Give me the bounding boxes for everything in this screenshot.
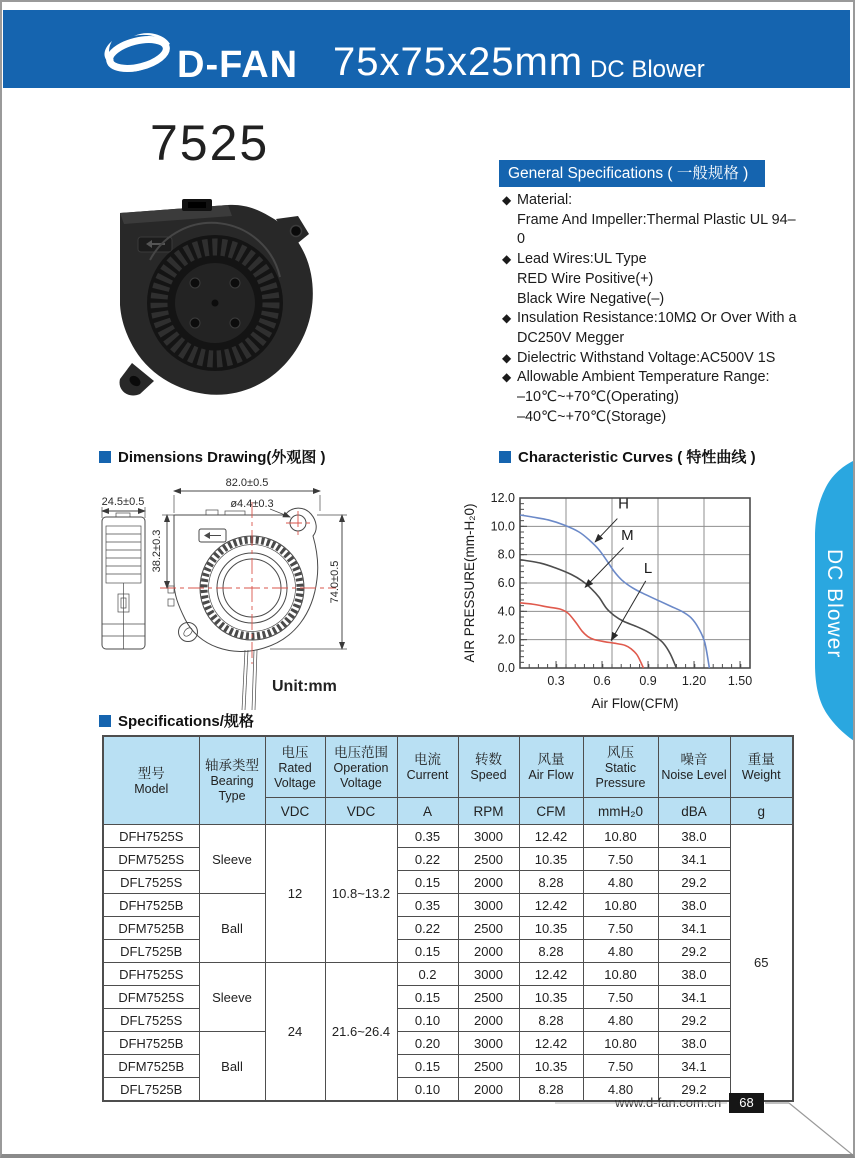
value-cell: 8.28: [519, 1009, 583, 1032]
side-tab: [797, 452, 855, 752]
brand-logo-icon: [100, 30, 174, 78]
value-cell: 2000: [458, 1078, 519, 1102]
value-cell: 4.80: [583, 1078, 658, 1102]
value-cell: 2500: [458, 848, 519, 871]
svg-text:0.9: 0.9: [639, 674, 657, 688]
value-cell: 8.28: [519, 871, 583, 894]
spec-text: –10℃~+70℃(Operating): [517, 389, 679, 406]
general-specs-list: [502, 191, 797, 427]
col-header-rated-voltage: 电压 Rated Voltage: [265, 736, 325, 798]
spec-line: [502, 309, 797, 329]
spec-text: DC250V Megger: [517, 329, 625, 346]
value-cell: 12.42: [519, 825, 583, 848]
value-cell: 10.80: [583, 1032, 658, 1055]
value-cell: 0.15: [397, 871, 458, 894]
value-cell: 8.28: [519, 1078, 583, 1102]
bullet-diamond-icon: [502, 329, 517, 349]
header-bar: [3, 10, 850, 88]
spec-line: [502, 408, 797, 428]
value-cell: 3000: [458, 1032, 519, 1055]
model-cell: DFL7525B: [103, 1078, 199, 1102]
value-cell: 2500: [458, 917, 519, 940]
dimensions-drawing: [87, 442, 457, 712]
spec-line: [502, 388, 797, 408]
table-row: [103, 825, 793, 848]
general-specs-title-bar: General Specifications ( 一般规格 ): [499, 160, 765, 187]
value-cell: 12.42: [519, 894, 583, 917]
value-cell: 38.0: [658, 894, 730, 917]
value-cell: 10.35: [519, 917, 583, 940]
curves-section-title: Characteristic Curves ( 特性曲线 ): [499, 446, 756, 467]
col-header-bearing: 轴承类型 Bearing Type: [199, 736, 265, 825]
value-cell: 0.15: [397, 940, 458, 963]
unit-cell: g: [730, 798, 793, 825]
svg-text:1.20: 1.20: [681, 674, 707, 688]
corner-line: [555, 1092, 855, 1158]
bullet-diamond-icon: ◆: [502, 193, 512, 207]
table-row: [103, 894, 793, 917]
value-cell: 0.20: [397, 1032, 458, 1055]
value-cell: 2500: [458, 1055, 519, 1078]
unit-cell: CFM: [519, 798, 583, 825]
bullet-diamond-icon: [502, 211, 517, 250]
dimensions-section-title: Dimensions Drawing(外观图 ): [99, 446, 326, 467]
bullet-diamond-icon: ◆: [502, 311, 512, 326]
model-cell: DFM7525S: [103, 986, 199, 1009]
rated-voltage-cell: 12: [265, 825, 325, 963]
spec-line: [502, 349, 797, 369]
col-header-airflow: 风量 Air Flow: [519, 736, 583, 798]
bearing-cell: Ball: [199, 1032, 265, 1102]
bullet-diamond-icon: ◆: [502, 252, 512, 267]
bullet-diamond-icon: [502, 388, 517, 408]
footer-page-number: 68: [729, 1093, 764, 1113]
svg-text:Air Flow(CFM): Air Flow(CFM): [591, 696, 679, 711]
unit-label: Unit:mm: [272, 678, 337, 695]
value-cell: 0.15: [397, 1055, 458, 1078]
value-cell: 0.2: [397, 963, 458, 986]
model-cell: DFH7525B: [103, 894, 199, 917]
table-row: [103, 963, 793, 986]
value-cell: 2500: [458, 986, 519, 1009]
table-row: [103, 1032, 793, 1055]
col-header-weight: 重量 Weight: [730, 736, 793, 798]
value-cell: 38.0: [658, 1032, 730, 1055]
footer-website: www.d-fan.com.cn: [615, 1095, 722, 1110]
spec-line: [502, 290, 797, 310]
product-type-label: DC Blower: [590, 56, 705, 83]
spec-text: RED Wire Positive(+): [517, 270, 654, 287]
svg-text:1.50: 1.50: [727, 674, 753, 688]
svg-text:10.0: 10.0: [490, 519, 515, 534]
unit-cell: VDC: [265, 798, 325, 825]
mounting-ear-hole: [291, 226, 302, 237]
value-cell: 4.80: [583, 1009, 658, 1032]
value-cell: 10.35: [519, 1055, 583, 1078]
value-cell: 34.1: [658, 917, 730, 940]
svg-text:8.0: 8.0: [497, 547, 515, 562]
value-cell: 29.2: [658, 1078, 730, 1102]
bullet-diamond-icon: ◆: [502, 350, 512, 365]
hole-dimension-label: ø4.4±0.3: [230, 498, 274, 510]
unit-cell: VDC: [325, 798, 397, 825]
product-size-title: 75x75x25mm: [333, 40, 584, 84]
value-cell: 7.50: [583, 986, 658, 1009]
value-cell: 3000: [458, 825, 519, 848]
svg-text:2.0: 2.0: [497, 632, 515, 647]
value-cell: 0.22: [397, 848, 458, 871]
value-cell: 10.80: [583, 894, 658, 917]
model-cell: DFM7525B: [103, 1055, 199, 1078]
value-cell: 10.80: [583, 825, 658, 848]
spec-text: Allowable Ambient Temperature Range:: [517, 369, 770, 386]
value-cell: 12.42: [519, 1032, 583, 1055]
col-header-current: 电流 Current: [397, 736, 458, 798]
side-view-drawing: [102, 496, 145, 649]
value-cell: 34.1: [658, 848, 730, 871]
svg-text:M: M: [621, 526, 634, 544]
value-cell: 2000: [458, 940, 519, 963]
depth-dimension-label: 24.5±0.5: [101, 496, 145, 508]
operation-voltage-cell: 10.8~13.2: [325, 825, 397, 963]
bearing-cell: Ball: [199, 894, 265, 963]
value-cell: 12.42: [519, 963, 583, 986]
front-view-drawing: [151, 477, 347, 710]
spec-line: [502, 191, 797, 211]
col-header-pressure: 风压 Static Pressure: [583, 736, 658, 798]
weight-cell: 65: [730, 825, 793, 1102]
value-cell: 7.50: [583, 1055, 658, 1078]
value-cell: 0.35: [397, 825, 458, 848]
unit-cell: A: [397, 798, 458, 825]
spec-line: [502, 211, 797, 250]
table-header-row: [103, 736, 793, 798]
value-cell: 0.10: [397, 1009, 458, 1032]
spec-line: [502, 329, 797, 349]
curve-H: [520, 515, 709, 668]
value-cell: 34.1: [658, 1055, 730, 1078]
spec-text: Black Wire Negative(–): [517, 290, 665, 307]
spec-line: [502, 250, 797, 270]
model-cell: DFM7525S: [103, 848, 199, 871]
spec-line: [502, 270, 797, 290]
model-cell: DFL7525S: [103, 871, 199, 894]
unit-cell: dBA: [658, 798, 730, 825]
value-cell: 8.28: [519, 940, 583, 963]
value-cell: 4.80: [583, 871, 658, 894]
value-cell: 34.1: [658, 986, 730, 1009]
model-cell: DFH7525S: [103, 963, 199, 986]
spec-text: –40℃~+70℃(Storage): [517, 408, 667, 425]
bullet-diamond-icon: ◆: [502, 370, 512, 385]
model-cell: DFL7525B: [103, 940, 199, 963]
spec-text: Lead Wires:UL Type: [517, 251, 647, 268]
col-header-noise: 噪音 Noise Level: [658, 736, 730, 798]
operation-voltage-cell: 21.6~26.4: [325, 963, 397, 1102]
svg-text:4.0: 4.0: [497, 604, 515, 619]
svg-text:L: L: [643, 560, 653, 578]
svg-text:0.3: 0.3: [547, 674, 565, 688]
inlet-dimension-label: 38.2±0.3: [151, 529, 163, 573]
value-cell: 0.10: [397, 1078, 458, 1102]
value-cell: 29.2: [658, 1009, 730, 1032]
spec-text: Insulation Resistance:10MΩ Or Over With a: [517, 310, 797, 327]
model-number: 7525: [150, 115, 270, 171]
value-cell: 0.15: [397, 986, 458, 1009]
svg-text:6.0: 6.0: [497, 576, 515, 590]
value-cell: 2000: [458, 871, 519, 894]
col-header-operation-voltage: 电压范围 Operation Voltage: [325, 736, 397, 798]
blue-square-icon: [99, 715, 111, 727]
value-cell: 7.50: [583, 848, 658, 871]
bearing-cell: Sleeve: [199, 825, 265, 894]
value-cell: 2000: [458, 1009, 519, 1032]
width-dimension-label: 82.0±0.5: [225, 477, 269, 489]
brand-name: D-FAN: [177, 44, 299, 86]
model-cell: DFH7525S: [103, 825, 199, 848]
spec-text: Dielectric Withstand Voltage:AC500V 1S: [517, 349, 776, 366]
bullet-diamond-icon: [502, 270, 517, 290]
blue-square-icon: [499, 451, 511, 463]
value-cell: 0.35: [397, 894, 458, 917]
col-header-speed: 转数 Speed: [458, 736, 519, 798]
unit-cell: RPM: [458, 798, 519, 825]
svg-text:H: H: [618, 495, 629, 513]
bullet-diamond-icon: [502, 290, 517, 310]
bullet-diamond-icon: [502, 408, 517, 428]
spec-line: [502, 368, 797, 388]
product-photo: [90, 185, 325, 405]
value-cell: 10.35: [519, 848, 583, 871]
value-cell: 3000: [458, 894, 519, 917]
value-cell: 0.22: [397, 917, 458, 940]
value-cell: 3000: [458, 963, 519, 986]
value-cell: 4.80: [583, 940, 658, 963]
value-cell: 29.2: [658, 940, 730, 963]
value-cell: 10.80: [583, 963, 658, 986]
svg-text:0.6: 0.6: [593, 674, 611, 688]
col-header-model: 型号 Model: [103, 736, 199, 825]
spec-text: Frame And Impeller:Thermal Plastic UL 94–0: [517, 211, 796, 248]
rated-voltage-cell: 24: [265, 963, 325, 1102]
bearing-cell: Sleeve: [199, 963, 265, 1032]
value-cell: 38.0: [658, 963, 730, 986]
value-cell: 10.35: [519, 986, 583, 1009]
side-tab-label: DC Blower: [823, 549, 846, 659]
value-cell: 29.2: [658, 871, 730, 894]
curve-L: [520, 603, 643, 668]
spec-table: [102, 735, 794, 1102]
curve-M: [520, 560, 676, 668]
svg-text:AIR PRESSURE(mm-H₂0): AIR PRESSURE(mm-H₂0): [462, 503, 477, 663]
spec-table-section-title: Specifications/规格: [99, 710, 254, 731]
value-cell: 7.50: [583, 917, 658, 940]
curves-chart: [442, 472, 772, 722]
spec-text: Material:: [517, 192, 573, 208]
svg-text:0.0: 0.0: [497, 661, 515, 675]
model-cell: DFH7525B: [103, 1032, 199, 1055]
model-cell: DFL7525S: [103, 1009, 199, 1032]
model-cell: DFM7525B: [103, 917, 199, 940]
height-dimension-label: 74.0±0.5: [329, 560, 341, 604]
unit-cell: mmH₂0: [583, 798, 658, 825]
value-cell: 38.0: [658, 825, 730, 848]
svg-text:12.0: 12.0: [490, 491, 515, 505]
